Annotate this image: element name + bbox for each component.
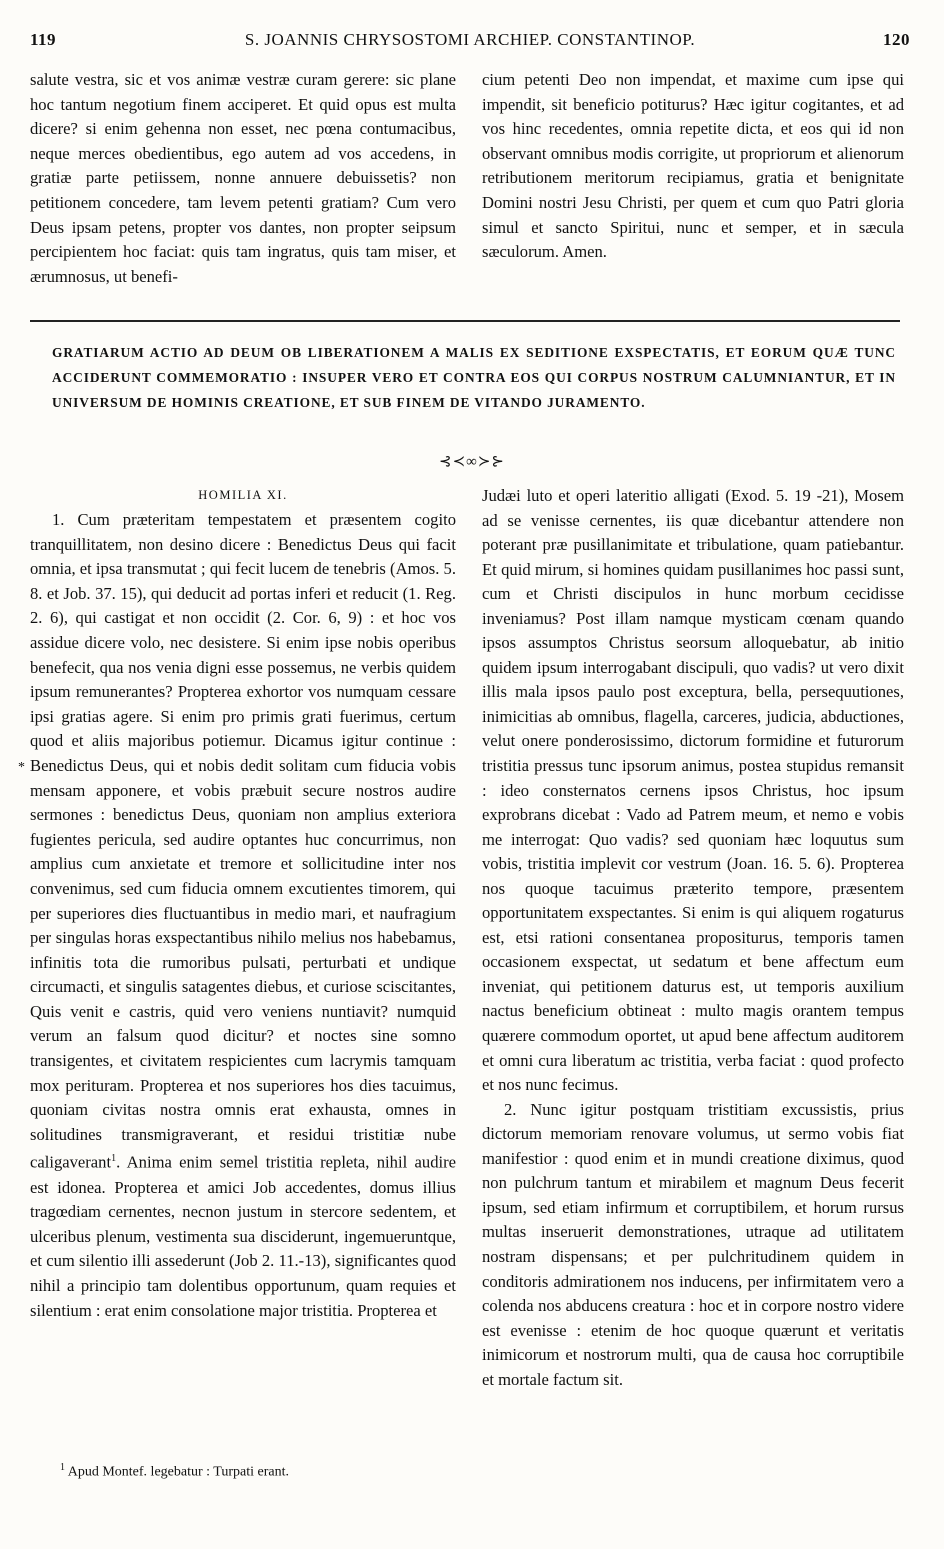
footnote-marker: 1 — [60, 1462, 65, 1473]
paragraph: Judæi luto et operi lateritio alligati (Exod. 5. 19 -21), Mosem ad se venisse cernentes, iis quæ dicebantur attendere non poterant præ pusillanimitate et tribulatione, quam patiebantur. Et quid mirum, si homines quidam pusillanimes hoc passi sunt, cum et Christi discipulos in hunc morbum cecidisse inveniamus? Post illam namque mysticam cœnam quando ipsos assumptos Christus seorsum alloquebatur, ab initio quidem ipsum interrogabant discipuli, quo vadis? ut vero dixit illis mala ipsos paulo post exceptura, bella, persequutiones, inimicitias ab omnibus, flagella, carceres, judicia, abductiones, velut onere ponderosissimo, dictorum formidine et futurorum tristitia pressus tunc ipsorum animus, postea stupidus remansit : ideo consternatos cernens ipsos Christus, hoc ipsum exprobrans dicebat : Vado ad Patrem meum, et nemo e vobis me interrogat: Quo vadis? sed quoniam hæc loquutus sum vobis, tristitia implevit cor vestrum (Joan. 16. 5. 6). Propterea nos quoque tacuimus præterito tempore, præsentem opportunitatem exspectantes. Si enim is qui aliquem rogaturus est, etsi rationi consentanea propositurus, temporis tamen occasionem exspectat, ut sedatum et bene affectum eum inveniat, qui petitionem daturus est, ut temporis auxilium nactus beneficium obtineat : multo magis orantem tempus quærere commodum oportet, ut apud bene affectum auditorem et omni cura liberatum ac tristitia, verba faciat : quod profecto et nos nunc fecimus. — [482, 486, 904, 1095]
section-title: GRATIARUM ACTIO AD DEUM OB LIBERATIONEM A MALIS EX SEDITIONE EXSPECTATIS, ET EORUM QUÆ TUNC ACCIDERUNT COMMEMORATIO : INSUPER VERO ET CONTRA EOS QUI CORPUS NOSTRUM CALUMNIANTUR, ET IN UNIVERSUM DE HOMINIS CREATIONE, ET SUB FINEM DE VITANDO JURAMENTO. — [52, 345, 896, 410]
ornament: ⊰≺∞≻⊱ — [439, 454, 505, 470]
page-number-right: 120 — [883, 30, 910, 49]
top-left-column — [30, 68, 456, 289]
running-title: S. JOANNIS CHRYSOSTOMI ARCHIEP. CONSTANTINOP. — [244, 30, 696, 49]
paragraph-text: Anima enim semel tristitia repleta, nihil audire est idonea. Propterea et amici Job accedentes, domus illius tragœdiam cernentes, necnon justum in stercore sedentem, et ulceribus plenum, vestimenta sua disciderunt, ingemueruntque, et cum silentio illi assederunt (Job 2. 11.-13), significantes quod nihil a principio tam dolentibus opportunum, quam requies et silentium : erat enim consolatione major tristitia. Propterea et — [30, 1152, 456, 1320]
footnote-reference: 1 — [111, 1153, 117, 1165]
paragraph: 2. Nunc igitur postquam tristitiam excussistis, prius dictorum memoriam renovare volumus, ut sermo vobis fiat manifestior : quod enim et in mundi creatione diximus, quod non pulchrum tantum et mirabilem et magnum Deus fecerit ipsum, sed etiam infirmum et corruptibilem, et horum rursus multas inseruerit demonstrationes, utraque ad utilitatem nostram dispensans; et per pulchritudinem quidem in conditoris admirationem nos inducens, per infirmitatem vero a colenda nos abducens creatura : hoc et in corpore nostro videre est evenisse : etenim de hoc quoque quærunt et veritatis inimicorum et nostrorum multi, qua de causa hoc corruptibile et mortale factum sit. — [482, 1099, 904, 1389]
paragraph: 1. Cum præteritam tempestatem et præsentem cogito tranquillitatem, non desino dicere : Benedictus Deus qui facit omnia, et ipsa transmutat ; qui fecit lucem de tenebris (Amos. 5. 8. et Job. 37. 15), qui deducit ad portas inferi et reducit (1. Reg. 2. 6), qui castigat et non occidit (2. Cor. 6, 9) : et hoc vos assidue dicere volo, nec desistere. Si enim ipse nobis operibus benefecit, qua nos venia digni esse possemus, ne verbis quidem ipsum remunerantes? Propterea exhortor vos numquam cessare ipsi gratias agere. Si enim pro primis grati fuerimus, certum quod et aliis majoribus potiemur. Dicamus igitur continue : Benedictus Deus, qui et nobis dedit solitam cum fiducia vobis mensam apponere, et vobis præbuit secure nostros audire sermones : benedictus Deus, quoniam non amplius exteriora fugientes pericula, sed audire optantes huc concurrimus, non amplius cum anxietate et tremore et sollicitudine inter nos convenimus, sed cum fiducia omnem excutientes timorem, qui per superiores dies fluctuantibus in medio mari, et naufragium per singulas horas exspectantibus nihilo melius nos habebamus, infinitis tota die rumoribus pulsati, perturbati et undique circumacti, et singulis satagentes diebus, et curiose sciscitantes, Quis venit e castris, quid vero veniens nuntiavit? numquid verum an falsum quod dicitur? et noctes sine somno transigentes, et civitatem respicientes cum lacrymis tamquam mox perituram. Propterea et nos superiores hos dies tacuimus, quoniam civitas nostra omnis erat exhausta, omnes in solitudines transmigraverant, et residui tristitiæ nube caligaverant$^1$. Anima enim semel tristitia repleta, nihil audire est idonea. Propterea et amici Job accedentes, domus illius tragœdiam cernentes, necnon justum in stercore sedentem, et ulceribus plenum, vestimenta sua disciderunt, ingemueruntque, et cum silentio illi assederunt (Job 2. 11.-13), significantes quod nihil a principio tam dolentibus opportunum, quam requies et silentium : erat enim consolatione major tristitia. Propterea et — [30, 510, 456, 1320]
body-left-column — [30, 508, 456, 1323]
paragraph: salute vestra, sic et vos animæ vestræ curam gerere: sic plane hoc tantum negotium finem acciperet. Et quid opus est multa dicere? si enim gehenna non esset, nec pœna contumacibus, neque merces obedientibus, ego autem ad vos accedens, in gratiæ parte petiissem, nonne annuere debuissetis? non petitionem concedere, tam levem petenti gratiam? Cum vero Deus ipsam petens, propter vos dantes, non propter seipsum percipientem hoc faciat: quis tam ingratus, quis tam miser, et ærumnosus, ut benefi- — [30, 70, 456, 286]
footnote-text: Apud Montef. legebatur : Turpati erant. — [67, 1464, 289, 1480]
margin-mark: * — [18, 760, 25, 775]
homily-label: HOMILIA XI. — [198, 488, 288, 502]
top-right-column — [482, 68, 904, 265]
section-divider — [30, 320, 900, 322]
footnote — [60, 1462, 460, 1481]
paragraph-text: 1. Cum præteritam tempestatem et præsentem cogito tranquillitatem, non desino dicere : Benedictus Deus qui facit omnia, et ipsa transmutat ; qui fecit lucem de tenebris (Amos. 5. 8. et Job. 37. 15), qui deducit ad portas inferi et reducit (1. Reg. 2. 6), qui castigat et non occidit (2. Cor. 6, 9) : et hoc vos assidue dicere volo, nec desistere. Si enim ipse nobis operibus benefecit, qua nos venia digni esse possemus, ne verbis quidem ipsum remunerantes? Propterea exhortor vos numquam cessare ipsi gratias agere. Si enim pro primis grati fuerimus, certum quod et aliis majoribus potiemur. Dicamus igitur continue : Benedictus Deus, qui et nobis dedit solitam cum fiducia vobis mensam apponere, et vobis præbuit secure nostros audire sermones : benedictus Deus, quoniam non amplius exteriora fugientes pericula, sed audire optantes huc concurrimus, non amplius cum anxietate et tremore et sollicitudine inter nos convenimus, sed cum fiducia omnem excutientes timorem, qui per superiores dies fluctuantibus in medio mari, et naufragium per singulas horas exspectantibus nihilo melius nos habebamus, infinitis tota die rumoribus pulsati, perturbati et undique circumacti, et singulis satagentes diebus, et curiose sciscitantes, Quis venit e castris, quid vero veniens nuntiavit? numquid verum an falsum quod dicitur? et noctes sine somno transigentes, et civitatem respicientes cum lacrymis tamquam mox perituram. Propterea et nos superiores hos dies tacuimus, quoniam civitas nostra omnis erat exhausta, omnes in solitudines transmigraverant, et residui tristitiæ nube caligaverant — [30, 510, 456, 1172]
paragraph: cium petenti Deo non impendat, et maxime cum ipse qui impendit, sit beneficio potiturus? Hæc igitur cogitantes, et ad vos hinc recedentes, omnia repetite dicta, et eos qui id non observant omnibus modis corrigite, ut propriorum et alienorum retributionem meritorum recipiamus, gratia et benignitate Domini nostri Jesu Christi, per quem et cum quo Patri gloria simul et sancto Spiritui, nunc et semper, et in sæcula sæculorum. Amen. — [482, 70, 904, 262]
running-header — [30, 30, 910, 54]
body-right-column — [482, 484, 904, 1392]
page-number-left: 119 — [30, 30, 57, 49]
